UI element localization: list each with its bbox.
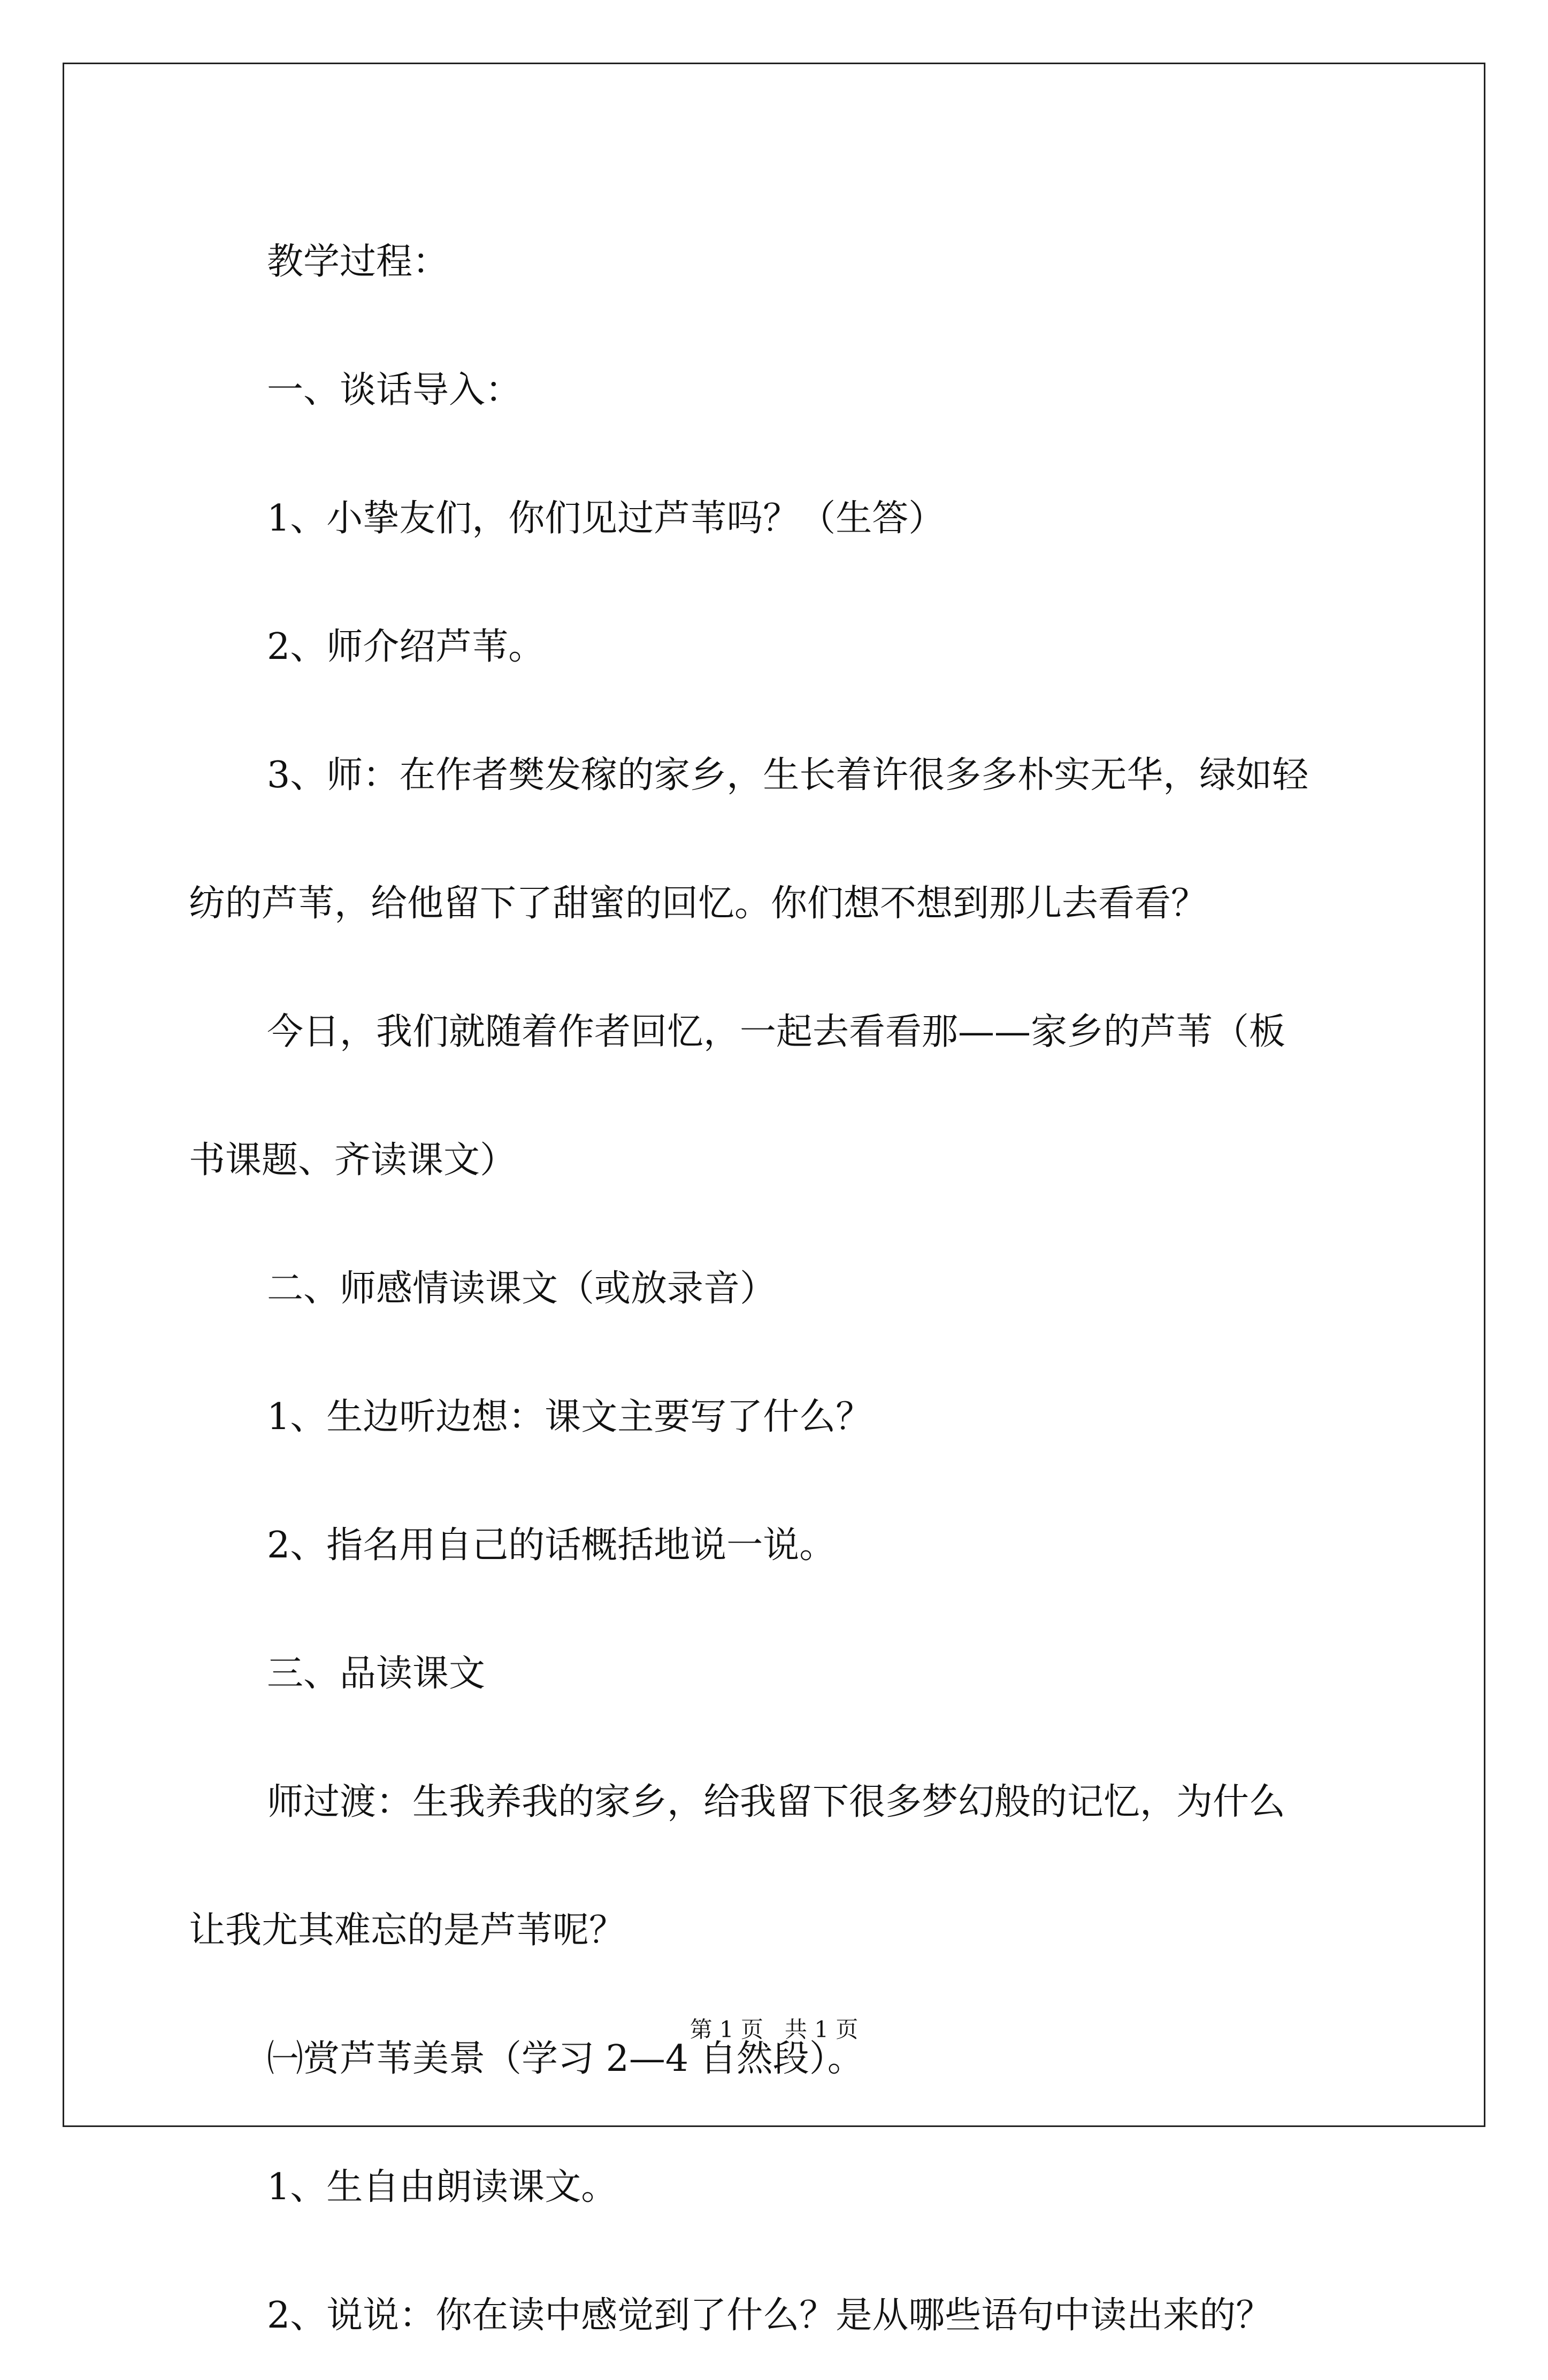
section-heading: 三、品读课文	[267, 1653, 486, 1695]
document-body	[189, 198, 1376, 2380]
paragraph: 1、生自由朗读课文。	[267, 2166, 618, 2208]
paragraph: 3、师：在作者樊发稼的家乡，生长着许很多多朴实无华，绿如轻	[267, 754, 1309, 796]
paragraph-continuation: 让我尤其难忘的是芦苇呢？	[189, 1909, 626, 1952]
page-total: 共 1 页	[785, 2016, 859, 2043]
page-footer	[0, 2016, 1548, 2043]
subsection-heading: ㈠赏芦苇美景（学习 2—4 自然段）。	[267, 2038, 864, 2080]
paragraph: 2、师介绍芦苇。	[267, 626, 545, 668]
paragraph: 教学过程：	[267, 241, 449, 283]
section-heading: 二、师感情读课文（或放录音）	[267, 1268, 777, 1310]
paragraph: 2、说说：你在读中感觉到了什么？是从哪些语句中读出来的？	[267, 2294, 1273, 2337]
paragraph: 1、小挚友们，你们见过芦苇吗？（生答）	[267, 497, 945, 540]
page-number: 第 1 页	[689, 2016, 763, 2043]
section-heading: 一、谈话导入：	[267, 369, 522, 411]
paragraph-continuation: 纺的芦苇，给他留下了甜蜜的回忆。你们想不想到那儿去看看？	[189, 882, 1208, 925]
paragraph: 1、生边听边想：课文主要写了什么？	[267, 1396, 872, 1438]
paragraph-continuation: 书课题、齐读课文）	[189, 1139, 517, 1181]
paragraph: 2、指名用自己的话概括地说一说。	[267, 1524, 836, 1567]
paragraph: 今日，我们就随着作者回忆，一起去看看那——家乡的芦苇（板	[267, 1011, 1286, 1053]
paragraph: 师过渡：生我养我的家乡，给我留下很多梦幻般的记忆，为什么	[267, 1781, 1286, 1823]
